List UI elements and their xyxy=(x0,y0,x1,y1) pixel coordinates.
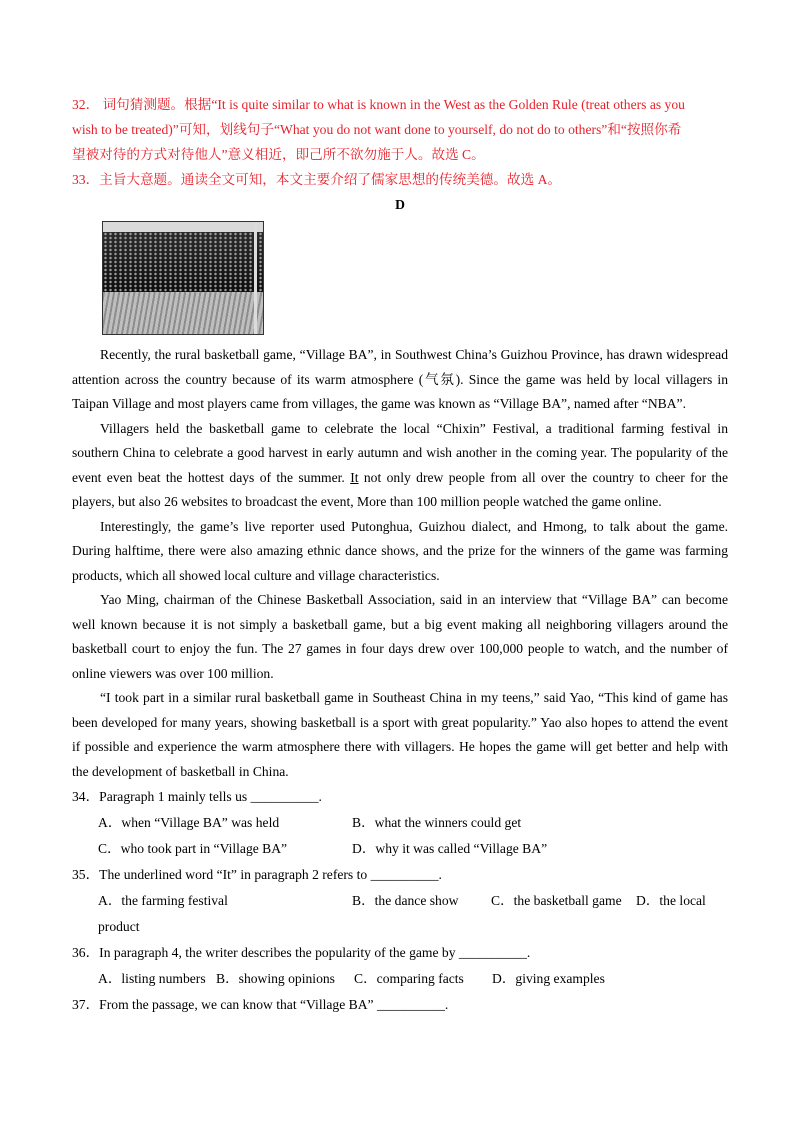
passage xyxy=(72,343,728,784)
document-page xyxy=(72,92,728,1018)
q35-option-b[interactable]: B．the dance show xyxy=(352,893,459,908)
q34-option-c[interactable]: C．who took part in “Village BA” xyxy=(98,841,288,856)
answer-32-line-3: 望被对待的方式对待他人”意义相近，即己所不欲勿施于人。故选 C。 xyxy=(72,147,485,162)
answer-explanations xyxy=(72,92,728,192)
paragraph-2 xyxy=(72,417,728,515)
question-37: 37．From the passage, we can know that “Village BA” __________. xyxy=(72,997,449,1012)
question-35-options xyxy=(72,888,728,914)
q34-option-a[interactable]: A．when “Village BA” was held xyxy=(98,815,280,830)
q34-option-d[interactable]: D．why it was called “Village BA” xyxy=(352,841,548,856)
paragraph-2-after: not only drew people from all over the country to cheer for the players, but also 26 websites to broadcast the event, More than 100 million people watched the game online. xyxy=(72,469,728,509)
section-title: D xyxy=(395,197,405,212)
paragraph-4: Yao Ming, chairman of the Chinese Basketball Association, said in an interview that “Village BA” can become well known because it is not simply a basketball game, but a big event making all neighboring villagers around the basketball court to enjoy the fun. The 27 games in four days drew over 100,000 people to watch, and the number of online viewers was over 100 million. xyxy=(72,592,728,681)
question-34-options-row-2 xyxy=(72,836,728,862)
question-36-options xyxy=(72,966,728,992)
photo-sky xyxy=(103,222,263,232)
q35-option-d[interactable]: D．the local xyxy=(636,893,706,908)
answer-32-line-1: 32． 词句猜测题。根据“It is quite similar to what is known in the West as the Golden Rule (treat others as you xyxy=(72,97,685,112)
answer-33: 33．主旨大意题。通读全文可知，本文主要介绍了儒家思想的传统美德。故选 A。 xyxy=(72,172,561,187)
basketball-game-photo xyxy=(102,221,264,335)
questions xyxy=(72,784,728,1018)
q35-option-a[interactable]: A．the farming festival xyxy=(98,893,228,908)
question-35: 35．The underlined word “It” in paragraph 2 refers to __________. xyxy=(72,867,442,882)
q35-option-d-cont: product xyxy=(98,919,140,934)
question-34: 34．Paragraph 1 mainly tells us __________. xyxy=(72,789,322,804)
paragraph-5: “I took part in a similar rural basketball game in Southeast China in my teens,” said Yao, “This kind of game has been developed for many years, showing basketball is a sport with great popularity.” Yao also hopes to attend the event if possible and experience the warm atmosphere there with villagers. He hopes the game will get better and help with the development of basketball in China. xyxy=(72,690,728,779)
question-35-options-cont xyxy=(72,914,728,940)
paragraph-2-before: Villagers held the basketball game to celebrate the local “Chixin” Festival, a traditional farming festival in southern China to celebrate a good harvest in early autumn and wish another in the coming year. The popularity of the event even beat the hottest days of the summer. xyxy=(72,420,728,485)
q34-option-b[interactable]: B．what the winners could get xyxy=(352,815,522,830)
q35-option-c[interactable]: C．the basketball game xyxy=(491,893,622,908)
photo-pole xyxy=(254,222,257,334)
photo-crowd xyxy=(103,232,263,292)
paragraph-1: Recently, the rural basketball game, “Village BA”, in Southwest China’s Guizhou Province, has drawn widespread attention across the country because of its warm atmosphere (气氛). Since the game was held by local villagers in Taipan Village and most players came from villages, the game was known as “Village BA”, named after “NBA”. xyxy=(72,347,728,411)
paragraph-3: Interestingly, the game’s live reporter used Putonghua, Guizhou dialect, and Hmong, to talk about the game. During halftime, there were also amazing ethnic dance shows, and the prize for the winners of the game was farming products, which all showed local culture and village characteristics. xyxy=(72,518,728,583)
q36-option-d[interactable]: D．giving examples xyxy=(492,971,605,986)
q36-option-b[interactable]: B．showing opinions xyxy=(216,971,335,986)
q36-option-c[interactable]: C．comparing facts xyxy=(354,971,464,986)
question-36: 36．In paragraph 4, the writer describes the popularity of the game by __________. xyxy=(72,945,531,960)
question-34-options-row-1 xyxy=(72,810,728,836)
photo-court xyxy=(103,292,263,334)
q36-option-a[interactable]: A．listing numbers xyxy=(98,971,206,986)
underlined-word-it: It xyxy=(350,469,359,485)
answer-32-line-2: wish to be treated)”可知，划线句子“What you do not want done to yourself, do not do to others”和“按照你希 xyxy=(72,122,682,137)
